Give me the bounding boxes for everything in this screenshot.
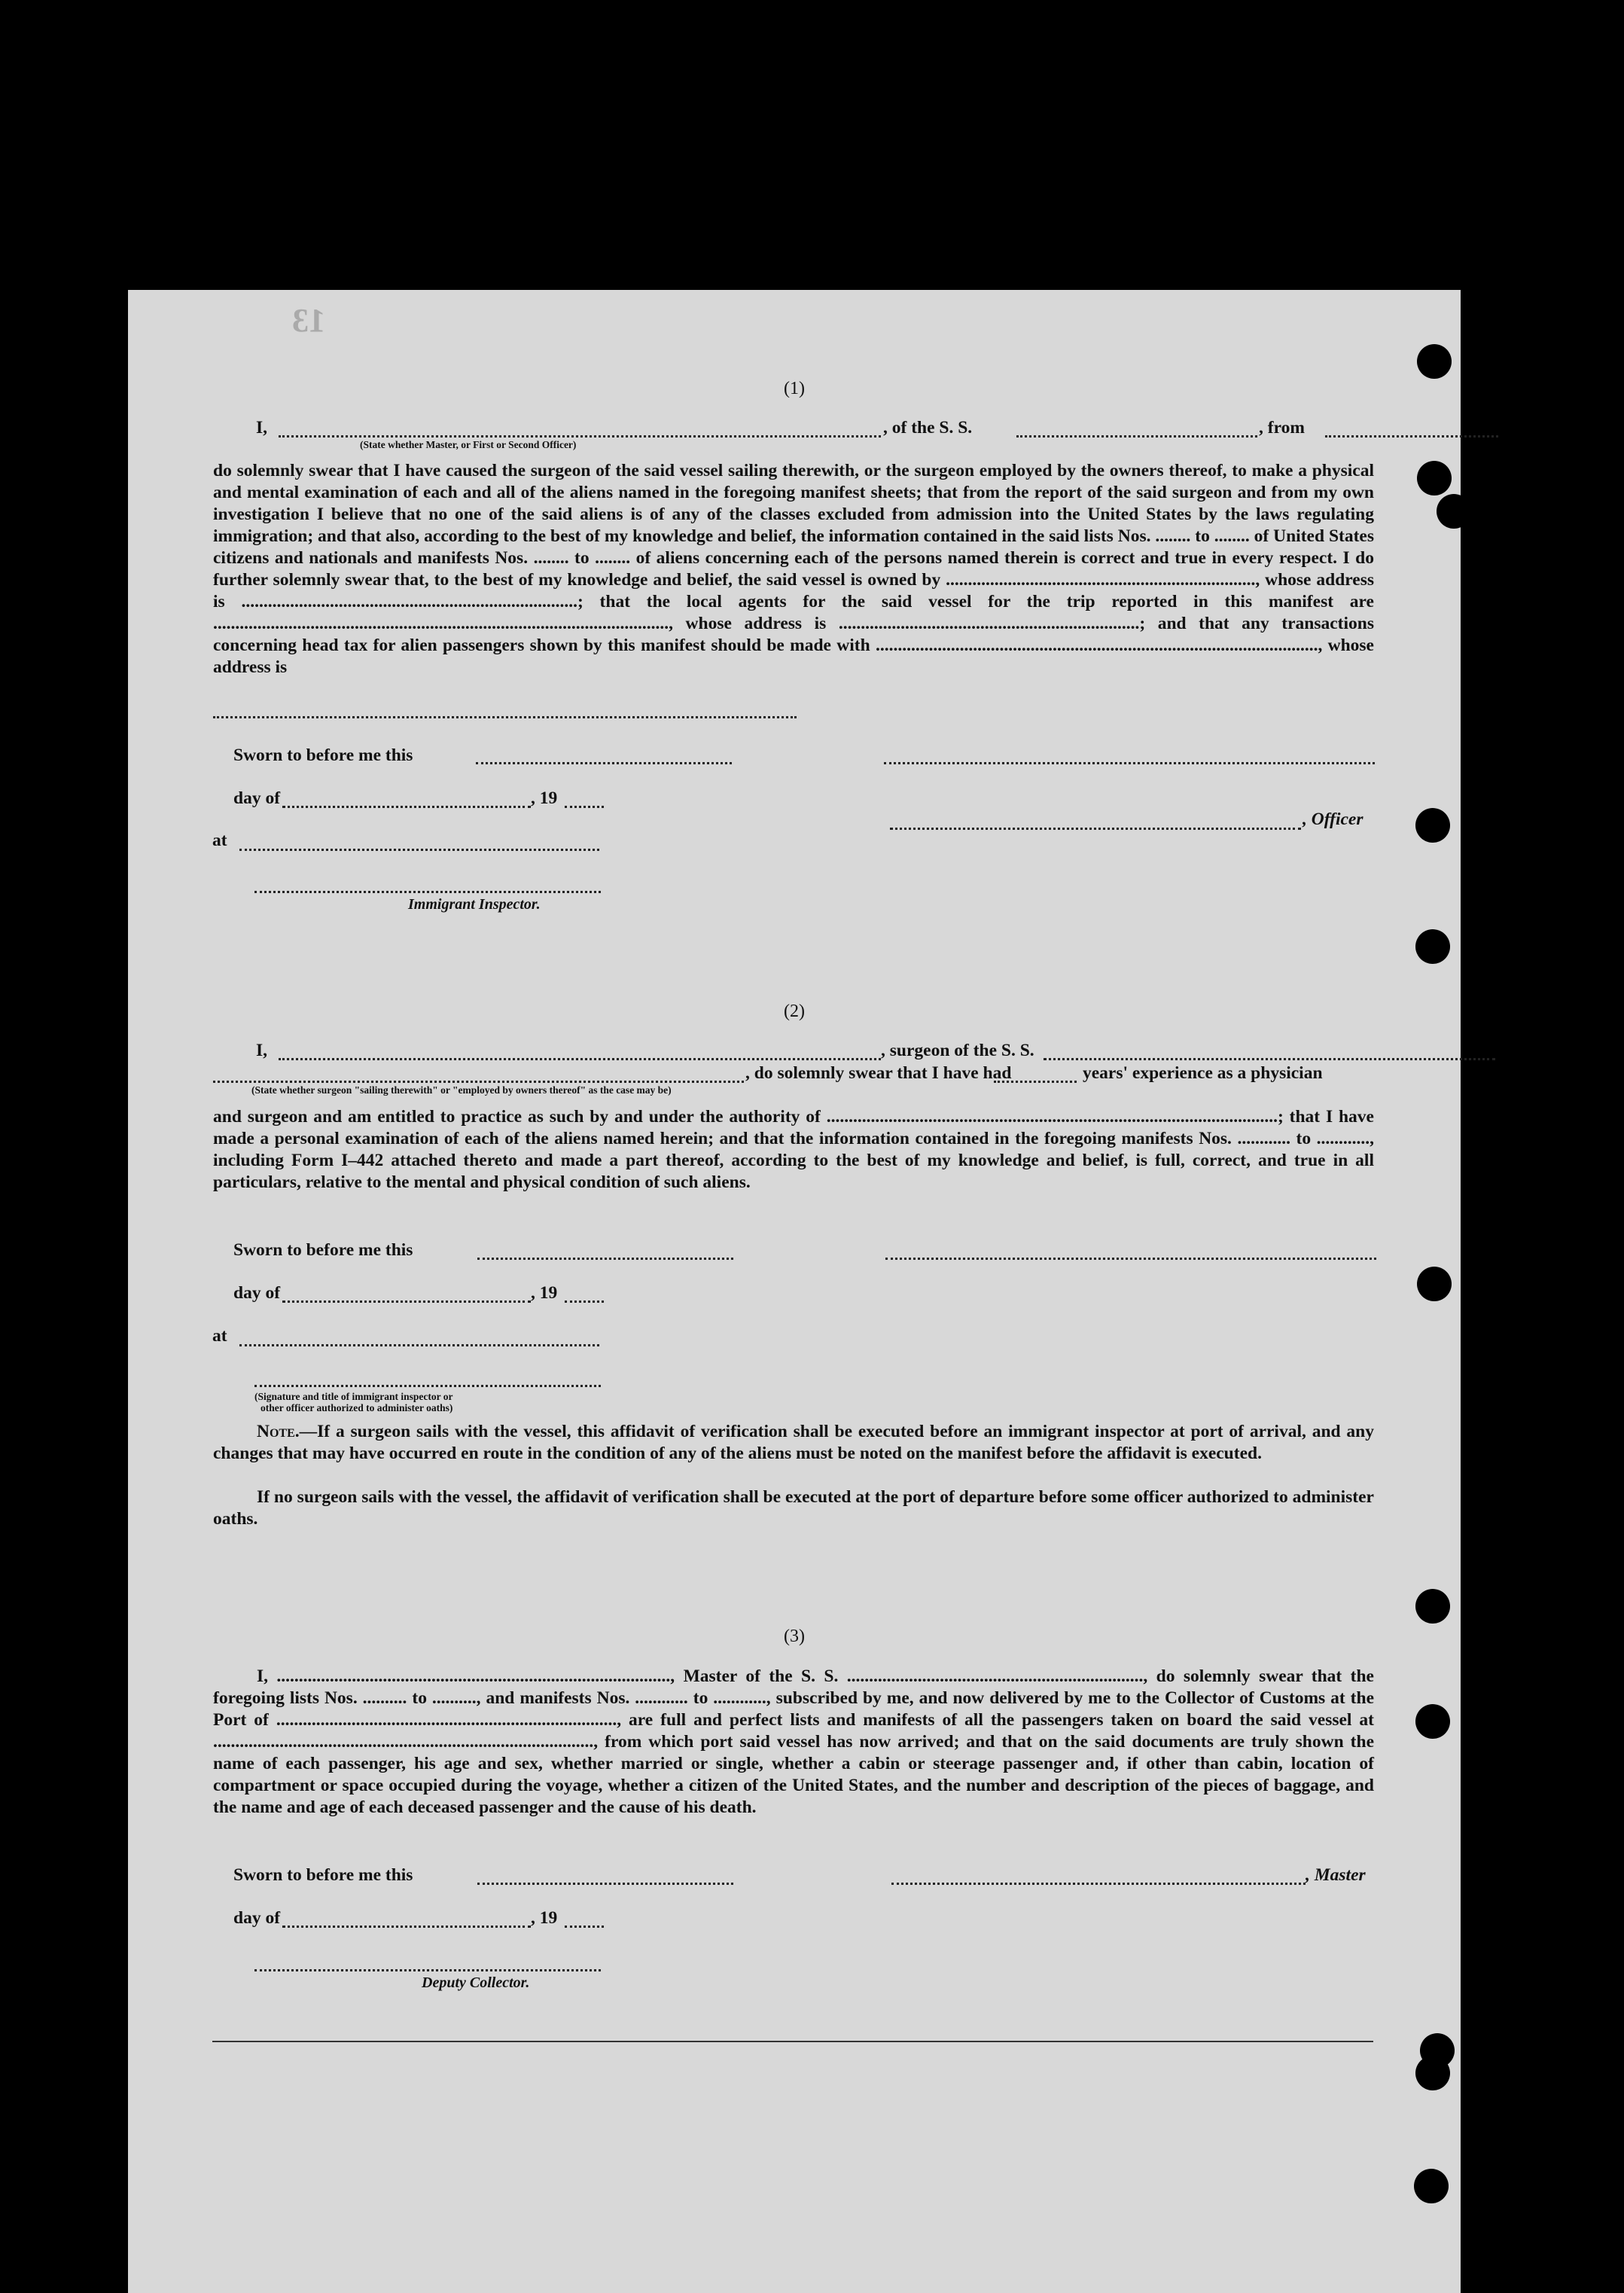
section2-officer-signature-field[interactable] (254, 1385, 601, 1387)
punch-hole (1415, 808, 1450, 843)
section1-year-field[interactable] (565, 806, 604, 808)
section2-ship-field[interactable] (1044, 1058, 1495, 1060)
section1-officer-name-field[interactable] (279, 435, 881, 438)
section1-from-field[interactable] (1325, 435, 1498, 438)
section2-swear-label: , do solemnly swear that I have had (745, 1063, 1012, 1083)
section2-title: (2) (784, 1002, 805, 1021)
section2-sworn-date-field[interactable] (477, 1258, 733, 1260)
section1-officer-signature-field[interactable] (890, 828, 1301, 830)
section2-oath-text: and surgeon and am entitled to practice as such by and under the authority of ......................................................................................................; that I have made a personal examination of each of the aliens named herein; and that the information contained in the foregoing manifests Nos. ............ to ............, including Form I–442 attached thereto and made a part thereof, according to the best of my knowledge and belief, is full, correct, and true in all particulars, relative to the mental and physical condition of such aliens. (213, 1107, 1374, 1192)
section3-year-label: , 19 (531, 1908, 558, 1928)
section1-signature-field[interactable] (884, 762, 1375, 764)
section2-at-field[interactable] (239, 1344, 599, 1346)
punch-hole (1415, 1704, 1450, 1739)
section2-year-label: , 19 (531, 1283, 558, 1303)
section2-surgeon-name-field[interactable] (279, 1058, 881, 1060)
punch-hole (1437, 494, 1471, 529)
section2-sailing-field[interactable] (213, 1081, 744, 1083)
section1-officer-caption: (State whether Master, or First or Second Officer) (360, 439, 577, 450)
section1-inspector-signature-field[interactable] (254, 891, 601, 893)
section1-day-field[interactable] (282, 806, 531, 808)
section2-i: I, (256, 1041, 268, 1060)
punch-hole (1417, 1267, 1452, 1301)
section2-sailing-caption: (State whether surgeon "sailing therewith" or "employed by owners thereof" as the case may be) (251, 1084, 672, 1096)
section2-day-field[interactable] (282, 1300, 531, 1303)
section2-years-field[interactable] (994, 1081, 1077, 1083)
section2-dayof-label: day of (233, 1283, 281, 1303)
punch-hole (1417, 461, 1452, 495)
note-text: —If a surgeon sails with the vessel, this affidavit of verification shall be executed before an immigrant inspector at port of arrival, and any changes that may have occurred en route in the condition of any of the aliens must be noted on the manifest before the affidavit is executed. (213, 1422, 1374, 1463)
punch-hole (1415, 1589, 1450, 1624)
section2-years-label: years' experience as a physician (1083, 1063, 1323, 1083)
section1-at-field[interactable] (239, 849, 599, 851)
section3-master-signature-field[interactable] (891, 1883, 1306, 1885)
section3-dayof-label: day of (233, 1908, 281, 1928)
section1-i: I, (256, 418, 268, 438)
section2-note-2: If no surgeon sails with the vessel, the affidavit of verification shall be executed at the port of departure before some officer authorized to administer oaths. (213, 1487, 1374, 1529)
section1-address-field[interactable] (213, 716, 797, 718)
page-number: 13 (292, 302, 325, 339)
section2-sig-caption-1: (Signature and title of immigrant inspector or (254, 1391, 453, 1402)
section2-sig-caption-2: other officer authorized to administer oaths) (261, 1402, 453, 1413)
punch-hole (1415, 929, 1450, 964)
section2-sworn-label: Sworn to before me this (233, 1240, 413, 1260)
section1-dayof-label: day of (233, 788, 281, 808)
section3-oath-text: I, ........................................................................................., Master of the S. S. ..................................................................., do solemnly swear that the foregoing lists Nos. .......... to .........., and manifests Nos. ............ to ............, subscribed by me, and now delivered by me to the Collector of Customs at the Port of ............................................................................., are full and perfect lists and manifests of all the passengers taken on board the said vessel at ......................................................................................, from which port said vessel has now arrived; and that on the said documents are truly shown the name of each passenger, his age and sex, whether married or single, whether a cabin or steerage passenger and, if other than cabin, location of compartment or space occupied during the voyage, whether a citizen of the United States, and the number and description of the pieces of baggage, and the name and age of each deceased passenger and the cause of his death. (213, 1666, 1374, 1817)
section2-signature-field[interactable] (885, 1258, 1376, 1260)
section3-title: (3) (784, 1627, 805, 1646)
section3-sworn-label: Sworn to before me this (233, 1865, 413, 1885)
section3-year-field[interactable] (565, 1926, 604, 1928)
section3-collector-label: Deputy Collector. (422, 1974, 530, 1991)
section2-at-label: at (212, 1326, 227, 1346)
section1-oath-text: do solemnly swear that I have caused the surgeon of the said vessel sailing therewith, or the surgeon employed by the owners thereof, to make a physical and mental examination of each and all of the aliens named in the foregoing manifest sheets; that from the report of the said surgeon and from my own investigation I believe that no one of the said aliens is of any of the classes excluded from admission into the United States by the laws regulating immigration; and that also, according to the best of my knowledge and belief, the information contained in the said lists Nos. ........ to ........ of United States citizens and nationals and manifests Nos. ........ to ........ of aliens concerning each of the persons named therein is correct and true in every respect. I do further solemnly swear that, to the best of my knowledge and belief, the said vessel is owned by ......................................................................, whose address is ............................................................................; that the local agents for the said vessel for the trip reported in this manifest are ......................................................................................................., whose address is ....................................................................; and that any transactions concerning head tax for alien passengers shown by this manifest should be made with ...................................................................................................., whose address is (213, 461, 1374, 677)
section3-day-field[interactable] (282, 1926, 531, 1928)
note-label: Note. (257, 1422, 300, 1441)
section1-officer-label: , Officer (1303, 810, 1363, 829)
section1-title: (1) (784, 379, 805, 398)
section3-sworn-date-field[interactable] (477, 1883, 733, 1885)
section1-sworn-date-field[interactable] (476, 762, 732, 764)
section1-ship-field[interactable] (1016, 435, 1257, 438)
section3-master-label: , Master (1306, 1865, 1366, 1885)
section1-year-label: , 19 (531, 788, 558, 808)
section1-at-label: at (212, 831, 227, 850)
section2-note (213, 1421, 1374, 1465)
section1-inspector-label: Immigrant Inspector. (408, 896, 541, 913)
section3-collector-signature-field[interactable] (254, 1969, 601, 1971)
bottom-rule (212, 2041, 1373, 2042)
punch-hole (1417, 344, 1452, 379)
section1-ss-label: , of the S. S. (883, 418, 973, 438)
punch-hole (1415, 2056, 1450, 2090)
section1-from-label: , from (1259, 418, 1305, 438)
form-page (128, 290, 1461, 2293)
section2-surgeon-label: , surgeon of the S. S. (881, 1041, 1034, 1060)
section1-sworn-label: Sworn to before me this (233, 746, 413, 765)
section2-year-field[interactable] (565, 1300, 604, 1303)
punch-hole (1414, 2169, 1449, 2203)
